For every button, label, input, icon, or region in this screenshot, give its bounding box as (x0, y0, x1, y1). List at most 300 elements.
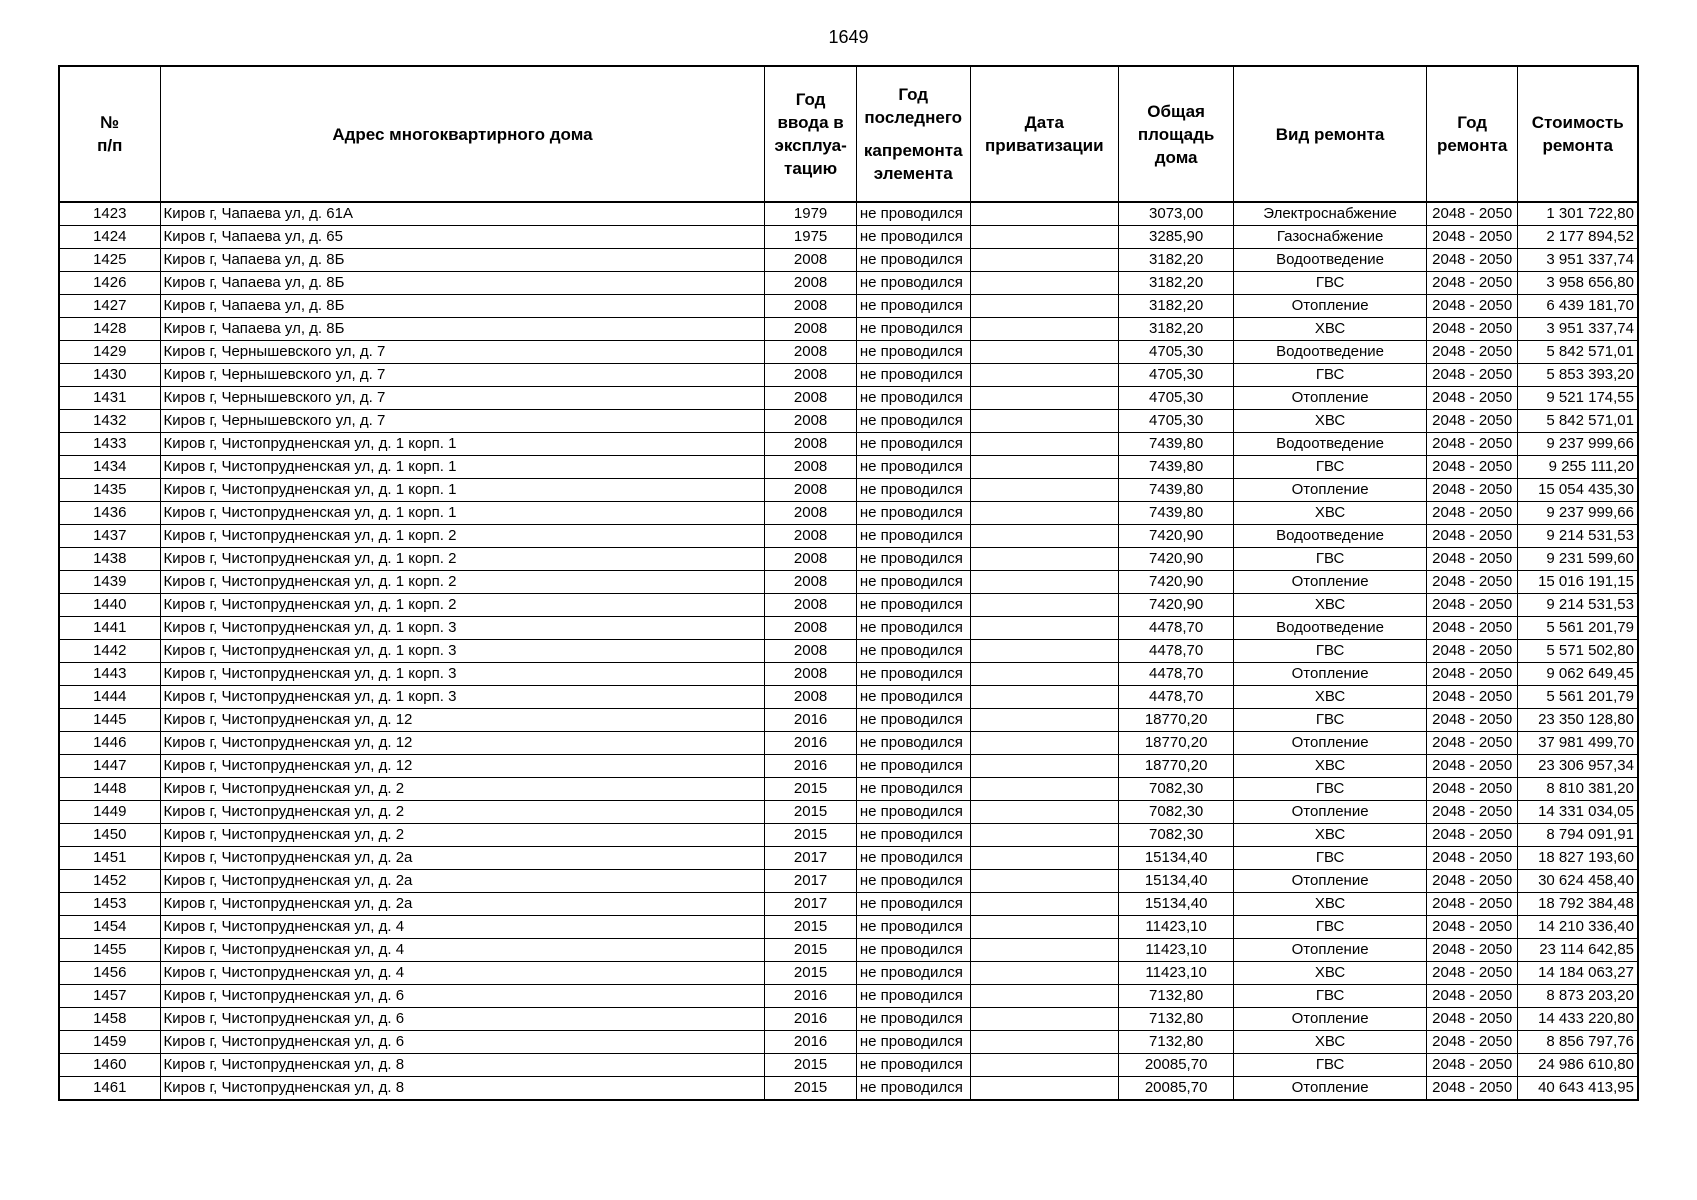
cell-address: Киров г, Чистопрудненская ул, д. 2а (160, 893, 765, 916)
cell-repair-type: ГВС (1234, 640, 1427, 663)
cell-repair-type: ХВС (1234, 318, 1427, 341)
cell-row-number: 1429 (59, 341, 160, 364)
cell-last-repair: не проводился (856, 1077, 970, 1101)
cell-privatization-date (970, 1031, 1118, 1054)
cell-repair-type: Газоснабжение (1234, 226, 1427, 249)
header-year-commissioned-line: тацию (784, 159, 838, 178)
cell-repair-cost: 23 306 957,34 (1518, 755, 1638, 778)
header-year-commissioned-line: эксплуа- (774, 136, 847, 155)
cell-privatization-date (970, 410, 1118, 433)
cell-year-commissioned: 2008 (765, 525, 857, 548)
cell-total-area: 7439,80 (1119, 456, 1234, 479)
cell-address: Киров г, Чистопрудненская ул, д. 4 (160, 916, 765, 939)
cell-repair-period: 2048 - 2050 (1426, 525, 1518, 548)
cell-repair-cost: 14 331 034,05 (1518, 801, 1638, 824)
cell-repair-type: Отопление (1234, 387, 1427, 410)
cell-row-number: 1437 (59, 525, 160, 548)
cell-total-area: 7082,30 (1119, 778, 1234, 801)
header-repair-cost (1518, 66, 1638, 202)
cell-address: Киров г, Чистопрудненская ул, д. 6 (160, 985, 765, 1008)
cell-last-repair: не проводился (856, 1008, 970, 1031)
cell-last-repair: не проводился (856, 640, 970, 663)
cell-repair-period: 2048 - 2050 (1426, 364, 1518, 387)
cell-year-commissioned: 2008 (765, 456, 857, 479)
cell-repair-cost: 5 561 201,79 (1518, 686, 1638, 709)
cell-last-repair: не проводился (856, 571, 970, 594)
repair-table (58, 65, 1639, 1101)
cell-repair-cost: 9 214 531,53 (1518, 594, 1638, 617)
cell-repair-period: 2048 - 2050 (1426, 456, 1518, 479)
cell-privatization-date (970, 318, 1118, 341)
cell-total-area: 20085,70 (1119, 1054, 1234, 1077)
table-row (59, 686, 1638, 709)
cell-total-area: 15134,40 (1119, 847, 1234, 870)
table-row (59, 640, 1638, 663)
cell-address: Киров г, Чистопрудненская ул, д. 12 (160, 709, 765, 732)
cell-repair-period: 2048 - 2050 (1426, 732, 1518, 755)
table-row (59, 433, 1638, 456)
cell-row-number: 1457 (59, 985, 160, 1008)
table-header (59, 66, 1638, 202)
cell-repair-period: 2048 - 2050 (1426, 755, 1518, 778)
cell-address: Киров г, Чапаева ул, д. 65 (160, 226, 765, 249)
cell-total-area: 4478,70 (1119, 663, 1234, 686)
cell-repair-cost: 8 873 203,20 (1518, 985, 1638, 1008)
header-area-line: Общая (1147, 101, 1205, 121)
cell-year-commissioned: 2008 (765, 410, 857, 433)
cell-privatization-date (970, 824, 1118, 847)
cell-repair-type: ГВС (1234, 709, 1427, 732)
cell-year-commissioned: 2016 (765, 709, 857, 732)
cell-repair-cost: 8 856 797,76 (1518, 1031, 1638, 1054)
cell-repair-cost: 6 439 181,70 (1518, 295, 1638, 318)
cell-total-area: 3285,90 (1119, 226, 1234, 249)
cell-row-number: 1440 (59, 594, 160, 617)
cell-last-repair: не проводился (856, 433, 970, 456)
cell-last-repair: не проводился (856, 962, 970, 985)
cell-row-number: 1454 (59, 916, 160, 939)
cell-repair-type: ХВС (1234, 1031, 1427, 1054)
table-row (59, 548, 1638, 571)
cell-repair-period: 2048 - 2050 (1426, 1077, 1518, 1101)
cell-privatization-date (970, 916, 1118, 939)
cell-total-area: 7132,80 (1119, 1031, 1234, 1054)
cell-address: Киров г, Чернышевского ул, д. 7 (160, 387, 765, 410)
cell-address: Киров г, Чистопрудненская ул, д. 8 (160, 1077, 765, 1101)
cell-repair-type: Отопление (1234, 295, 1427, 318)
cell-year-commissioned: 2008 (765, 640, 857, 663)
cell-year-commissioned: 2008 (765, 686, 857, 709)
cell-year-commissioned: 2017 (765, 847, 857, 870)
cell-total-area: 7132,80 (1119, 985, 1234, 1008)
header-repair-year-line: ремонта (1436, 136, 1508, 155)
cell-privatization-date (970, 985, 1118, 1008)
cell-address: Киров г, Чистопрудненская ул, д. 2 (160, 801, 765, 824)
cell-total-area: 4478,70 (1119, 617, 1234, 640)
cell-total-area: 18770,20 (1119, 709, 1234, 732)
cell-row-number: 1432 (59, 410, 160, 433)
cell-row-number: 1442 (59, 640, 160, 663)
cell-row-number: 1425 (59, 249, 160, 272)
cell-address: Киров г, Чистопрудненская ул, д. 1 корп. 3 (160, 663, 765, 686)
cell-address: Киров г, Чапаева ул, д. 8Б (160, 272, 765, 295)
cell-privatization-date (970, 364, 1118, 387)
cell-repair-period: 2048 - 2050 (1426, 295, 1518, 318)
header-last-repair-line: последнего (864, 108, 963, 127)
header-privatization-line: Дата (1024, 113, 1064, 132)
cell-row-number: 1430 (59, 364, 160, 387)
cell-last-repair: не проводился (856, 387, 970, 410)
cell-repair-type: Отопление (1234, 939, 1427, 962)
cell-address: Киров г, Чапаева ул, д. 8Б (160, 295, 765, 318)
cell-address: Киров г, Чистопрудненская ул, д. 1 корп. 1 (160, 479, 765, 502)
cell-total-area: 4705,30 (1119, 410, 1234, 433)
cell-address: Киров г, Чистопрудненская ул, д. 1 корп. 2 (160, 594, 765, 617)
header-address-label: Адрес многоквартирного дома (332, 124, 593, 144)
cell-repair-type: ГВС (1234, 985, 1427, 1008)
cell-last-repair: не проводился (856, 272, 970, 295)
cell-last-repair: не проводился (856, 249, 970, 272)
cell-year-commissioned: 2016 (765, 1031, 857, 1054)
cell-row-number: 1441 (59, 617, 160, 640)
cell-last-repair: не проводился (856, 617, 970, 640)
header-last-repair (856, 66, 970, 202)
cell-row-number: 1423 (59, 202, 160, 226)
cell-repair-type: ГВС (1234, 1054, 1427, 1077)
cell-repair-period: 2048 - 2050 (1426, 1031, 1518, 1054)
cell-year-commissioned: 2008 (765, 387, 857, 410)
header-num-line: п/п (97, 136, 123, 155)
table-row (59, 1031, 1638, 1054)
cell-row-number: 1428 (59, 318, 160, 341)
cell-repair-period: 2048 - 2050 (1426, 778, 1518, 801)
cell-repair-type: ХВС (1234, 893, 1427, 916)
cell-year-commissioned: 2008 (765, 364, 857, 387)
cell-address: Киров г, Чистопрудненская ул, д. 1 корп. 3 (160, 640, 765, 663)
table-body (59, 202, 1638, 1100)
cell-privatization-date (970, 433, 1118, 456)
cell-year-commissioned: 2015 (765, 778, 857, 801)
cell-total-area: 4478,70 (1119, 640, 1234, 663)
cell-repair-period: 2048 - 2050 (1426, 1008, 1518, 1031)
cell-privatization-date (970, 617, 1118, 640)
cell-address: Киров г, Чапаева ул, д. 8Б (160, 318, 765, 341)
cell-privatization-date (970, 663, 1118, 686)
cell-year-commissioned: 2008 (765, 295, 857, 318)
cell-address: Киров г, Чистопрудненская ул, д. 6 (160, 1008, 765, 1031)
cell-year-commissioned: 2015 (765, 962, 857, 985)
cell-privatization-date (970, 295, 1118, 318)
cell-year-commissioned: 2008 (765, 571, 857, 594)
cell-privatization-date (970, 341, 1118, 364)
cell-repair-cost: 15 054 435,30 (1518, 479, 1638, 502)
cell-repair-period: 2048 - 2050 (1426, 433, 1518, 456)
cell-privatization-date (970, 202, 1118, 226)
table-row (59, 732, 1638, 755)
cell-address: Киров г, Чистопрудненская ул, д. 6 (160, 1031, 765, 1054)
cell-address: Киров г, Чистопрудненская ул, д. 4 (160, 962, 765, 985)
cell-repair-cost: 5 842 571,01 (1518, 410, 1638, 433)
cell-repair-type: ХВС (1234, 410, 1427, 433)
cell-last-repair: не проводился (856, 594, 970, 617)
table-row (59, 939, 1638, 962)
cell-repair-period: 2048 - 2050 (1426, 663, 1518, 686)
cell-privatization-date (970, 1008, 1118, 1031)
cell-total-area: 7439,80 (1119, 502, 1234, 525)
cell-row-number: 1446 (59, 732, 160, 755)
table-row (59, 364, 1638, 387)
cell-year-commissioned: 2008 (765, 502, 857, 525)
cell-repair-period: 2048 - 2050 (1426, 272, 1518, 295)
table-row (59, 341, 1638, 364)
cell-row-number: 1450 (59, 824, 160, 847)
header-last-repair-line: элемента (873, 164, 953, 183)
cell-address: Киров г, Чистопрудненская ул, д. 1 корп. 3 (160, 686, 765, 709)
cell-privatization-date (970, 226, 1118, 249)
header-row (59, 66, 1638, 202)
cell-repair-period: 2048 - 2050 (1426, 847, 1518, 870)
cell-total-area: 18770,20 (1119, 755, 1234, 778)
cell-repair-type: ХВС (1234, 962, 1427, 985)
cell-total-area: 15134,40 (1119, 870, 1234, 893)
cell-repair-period: 2048 - 2050 (1426, 571, 1518, 594)
cell-last-repair: не проводился (856, 1031, 970, 1054)
cell-address: Киров г, Чистопрудненская ул, д. 1 корп. 1 (160, 456, 765, 479)
cell-last-repair: не проводился (856, 939, 970, 962)
cell-year-commissioned: 2016 (765, 732, 857, 755)
cell-repair-type: ГВС (1234, 364, 1427, 387)
table-row (59, 824, 1638, 847)
cell-row-number: 1426 (59, 272, 160, 295)
header-repair-cost-line: Стоимость (1531, 113, 1624, 132)
cell-repair-cost: 9 237 999,66 (1518, 433, 1638, 456)
cell-row-number: 1461 (59, 1077, 160, 1101)
cell-total-area: 3182,20 (1119, 249, 1234, 272)
cell-last-repair: не проводился (856, 548, 970, 571)
cell-repair-type: Водоотведение (1234, 249, 1427, 272)
cell-repair-period: 2048 - 2050 (1426, 594, 1518, 617)
cell-row-number: 1435 (59, 479, 160, 502)
cell-last-repair: не проводился (856, 985, 970, 1008)
cell-repair-type: Водоотведение (1234, 433, 1427, 456)
cell-year-commissioned: 2015 (765, 824, 857, 847)
header-repair-year-line: Год (1457, 113, 1488, 132)
cell-row-number: 1453 (59, 893, 160, 916)
cell-row-number: 1447 (59, 755, 160, 778)
cell-repair-period: 2048 - 2050 (1426, 801, 1518, 824)
cell-repair-cost: 3 958 656,80 (1518, 272, 1638, 295)
cell-row-number: 1452 (59, 870, 160, 893)
cell-repair-cost: 40 643 413,95 (1518, 1077, 1638, 1101)
cell-total-area: 4705,30 (1119, 364, 1234, 387)
cell-year-commissioned: 2016 (765, 1008, 857, 1031)
table-row (59, 893, 1638, 916)
cell-privatization-date (970, 893, 1118, 916)
cell-row-number: 1431 (59, 387, 160, 410)
cell-total-area: 7420,90 (1119, 594, 1234, 617)
cell-repair-type: ХВС (1234, 594, 1427, 617)
cell-year-commissioned: 2008 (765, 663, 857, 686)
cell-repair-cost: 23 350 128,80 (1518, 709, 1638, 732)
cell-year-commissioned: 2008 (765, 594, 857, 617)
cell-repair-period: 2048 - 2050 (1426, 387, 1518, 410)
cell-address: Киров г, Чистопрудненская ул, д. 1 корп. 3 (160, 617, 765, 640)
cell-row-number: 1456 (59, 962, 160, 985)
cell-repair-cost: 24 986 610,80 (1518, 1054, 1638, 1077)
cell-last-repair: не проводился (856, 847, 970, 870)
cell-total-area: 4705,30 (1119, 341, 1234, 364)
cell-repair-cost: 14 210 336,40 (1518, 916, 1638, 939)
cell-repair-period: 2048 - 2050 (1426, 617, 1518, 640)
cell-repair-cost: 30 624 458,40 (1518, 870, 1638, 893)
cell-last-repair: не проводился (856, 410, 970, 433)
cell-row-number: 1458 (59, 1008, 160, 1031)
cell-repair-type: Водоотведение (1234, 617, 1427, 640)
cell-repair-cost: 18 792 384,48 (1518, 893, 1638, 916)
table-row (59, 387, 1638, 410)
cell-year-commissioned: 2015 (765, 1054, 857, 1077)
table-row (59, 525, 1638, 548)
cell-last-repair: не проводился (856, 479, 970, 502)
cell-row-number: 1438 (59, 548, 160, 571)
cell-address: Киров г, Чернышевского ул, д. 7 (160, 410, 765, 433)
cell-privatization-date (970, 778, 1118, 801)
cell-row-number: 1439 (59, 571, 160, 594)
table-row (59, 801, 1638, 824)
cell-repair-period: 2048 - 2050 (1426, 410, 1518, 433)
cell-address: Киров г, Чистопрудненская ул, д. 4 (160, 939, 765, 962)
cell-privatization-date (970, 755, 1118, 778)
page-number: 1649 (828, 27, 869, 47)
cell-year-commissioned: 2016 (765, 755, 857, 778)
table-row (59, 479, 1638, 502)
cell-row-number: 1433 (59, 433, 160, 456)
cell-repair-cost: 9 521 174,55 (1518, 387, 1638, 410)
cell-address: Киров г, Чистопрудненская ул, д. 2 (160, 824, 765, 847)
cell-last-repair: не проводился (856, 226, 970, 249)
header-privatization-line: приватизации (984, 136, 1104, 155)
cell-repair-period: 2048 - 2050 (1426, 479, 1518, 502)
cell-privatization-date (970, 249, 1118, 272)
cell-address: Киров г, Чистопрудненская ул, д. 8 (160, 1054, 765, 1077)
cell-repair-cost: 18 827 193,60 (1518, 847, 1638, 870)
cell-repair-type: Отопление (1234, 1008, 1427, 1031)
cell-total-area: 3182,20 (1119, 272, 1234, 295)
cell-year-commissioned: 2015 (765, 1077, 857, 1101)
header-year-commissioned (765, 66, 857, 202)
cell-repair-cost: 37 981 499,70 (1518, 732, 1638, 755)
header-area-line: дома (1154, 147, 1198, 167)
cell-privatization-date (970, 456, 1118, 479)
cell-privatization-date (970, 272, 1118, 295)
cell-repair-type: Отопление (1234, 1077, 1427, 1101)
cell-address: Киров г, Чистопрудненская ул, д. 12 (160, 732, 765, 755)
cell-repair-period: 2048 - 2050 (1426, 985, 1518, 1008)
header-year-commissioned-line: ввода в (777, 113, 844, 132)
table-row (59, 1008, 1638, 1031)
cell-repair-cost: 8 794 091,91 (1518, 824, 1638, 847)
cell-row-number: 1444 (59, 686, 160, 709)
cell-year-commissioned: 2015 (765, 801, 857, 824)
cell-privatization-date (970, 962, 1118, 985)
cell-privatization-date (970, 571, 1118, 594)
cell-address: Киров г, Чапаева ул, д. 61А (160, 202, 765, 226)
cell-repair-type: ГВС (1234, 456, 1427, 479)
cell-address: Киров г, Чапаева ул, д. 8Б (160, 249, 765, 272)
table-row (59, 295, 1638, 318)
cell-year-commissioned: 1979 (765, 202, 857, 226)
cell-address: Киров г, Чистопрудненская ул, д. 1 корп. 2 (160, 525, 765, 548)
cell-address: Киров г, Чистопрудненская ул, д. 2а (160, 847, 765, 870)
cell-repair-period: 2048 - 2050 (1426, 1054, 1518, 1077)
header-area-line: площадь (1137, 124, 1215, 144)
cell-last-repair: не проводился (856, 663, 970, 686)
table-row (59, 318, 1638, 341)
cell-last-repair: не проводился (856, 364, 970, 387)
cell-repair-period: 2048 - 2050 (1426, 640, 1518, 663)
header-area (1119, 66, 1234, 202)
cell-total-area: 15134,40 (1119, 893, 1234, 916)
cell-repair-type: ГВС (1234, 916, 1427, 939)
header-privatization (970, 66, 1118, 202)
cell-repair-type: Отопление (1234, 801, 1427, 824)
cell-repair-type: ГВС (1234, 272, 1427, 295)
cell-privatization-date (970, 548, 1118, 571)
table-row (59, 985, 1638, 1008)
cell-last-repair: не проводился (856, 870, 970, 893)
cell-repair-type: Отопление (1234, 479, 1427, 502)
table-row (59, 249, 1638, 272)
table-row (59, 410, 1638, 433)
cell-last-repair: не проводился (856, 1054, 970, 1077)
cell-repair-period: 2048 - 2050 (1426, 249, 1518, 272)
table-row (59, 617, 1638, 640)
cell-year-commissioned: 2008 (765, 341, 857, 364)
cell-address: Киров г, Чистопрудненская ул, д. 2 (160, 778, 765, 801)
cell-address: Киров г, Чистопрудненская ул, д. 2а (160, 870, 765, 893)
cell-last-repair: не проводился (856, 709, 970, 732)
cell-row-number: 1448 (59, 778, 160, 801)
cell-row-number: 1443 (59, 663, 160, 686)
cell-year-commissioned: 2008 (765, 479, 857, 502)
cell-privatization-date (970, 502, 1118, 525)
cell-repair-period: 2048 - 2050 (1426, 226, 1518, 249)
cell-repair-type: ХВС (1234, 502, 1427, 525)
cell-total-area: 7082,30 (1119, 801, 1234, 824)
cell-address: Киров г, Чистопрудненская ул, д. 1 корп. 2 (160, 571, 765, 594)
cell-address: Киров г, Чистопрудненская ул, д. 12 (160, 755, 765, 778)
table-row (59, 1077, 1638, 1101)
cell-privatization-date (970, 732, 1118, 755)
cell-total-area: 20085,70 (1119, 1077, 1234, 1101)
header-address (160, 66, 765, 202)
cell-privatization-date (970, 594, 1118, 617)
cell-privatization-date (970, 686, 1118, 709)
cell-repair-cost: 3 951 337,74 (1518, 249, 1638, 272)
cell-repair-type: ГВС (1234, 778, 1427, 801)
cell-total-area: 7132,80 (1119, 1008, 1234, 1031)
cell-year-commissioned: 2016 (765, 985, 857, 1008)
cell-repair-period: 2048 - 2050 (1426, 202, 1518, 226)
cell-repair-type: ГВС (1234, 847, 1427, 870)
cell-total-area: 7420,90 (1119, 571, 1234, 594)
cell-year-commissioned: 2017 (765, 870, 857, 893)
header-last-repair-line: капремонта (863, 141, 963, 160)
cell-year-commissioned: 2008 (765, 617, 857, 640)
cell-repair-cost: 8 810 381,20 (1518, 778, 1638, 801)
cell-privatization-date (970, 939, 1118, 962)
table-row (59, 778, 1638, 801)
